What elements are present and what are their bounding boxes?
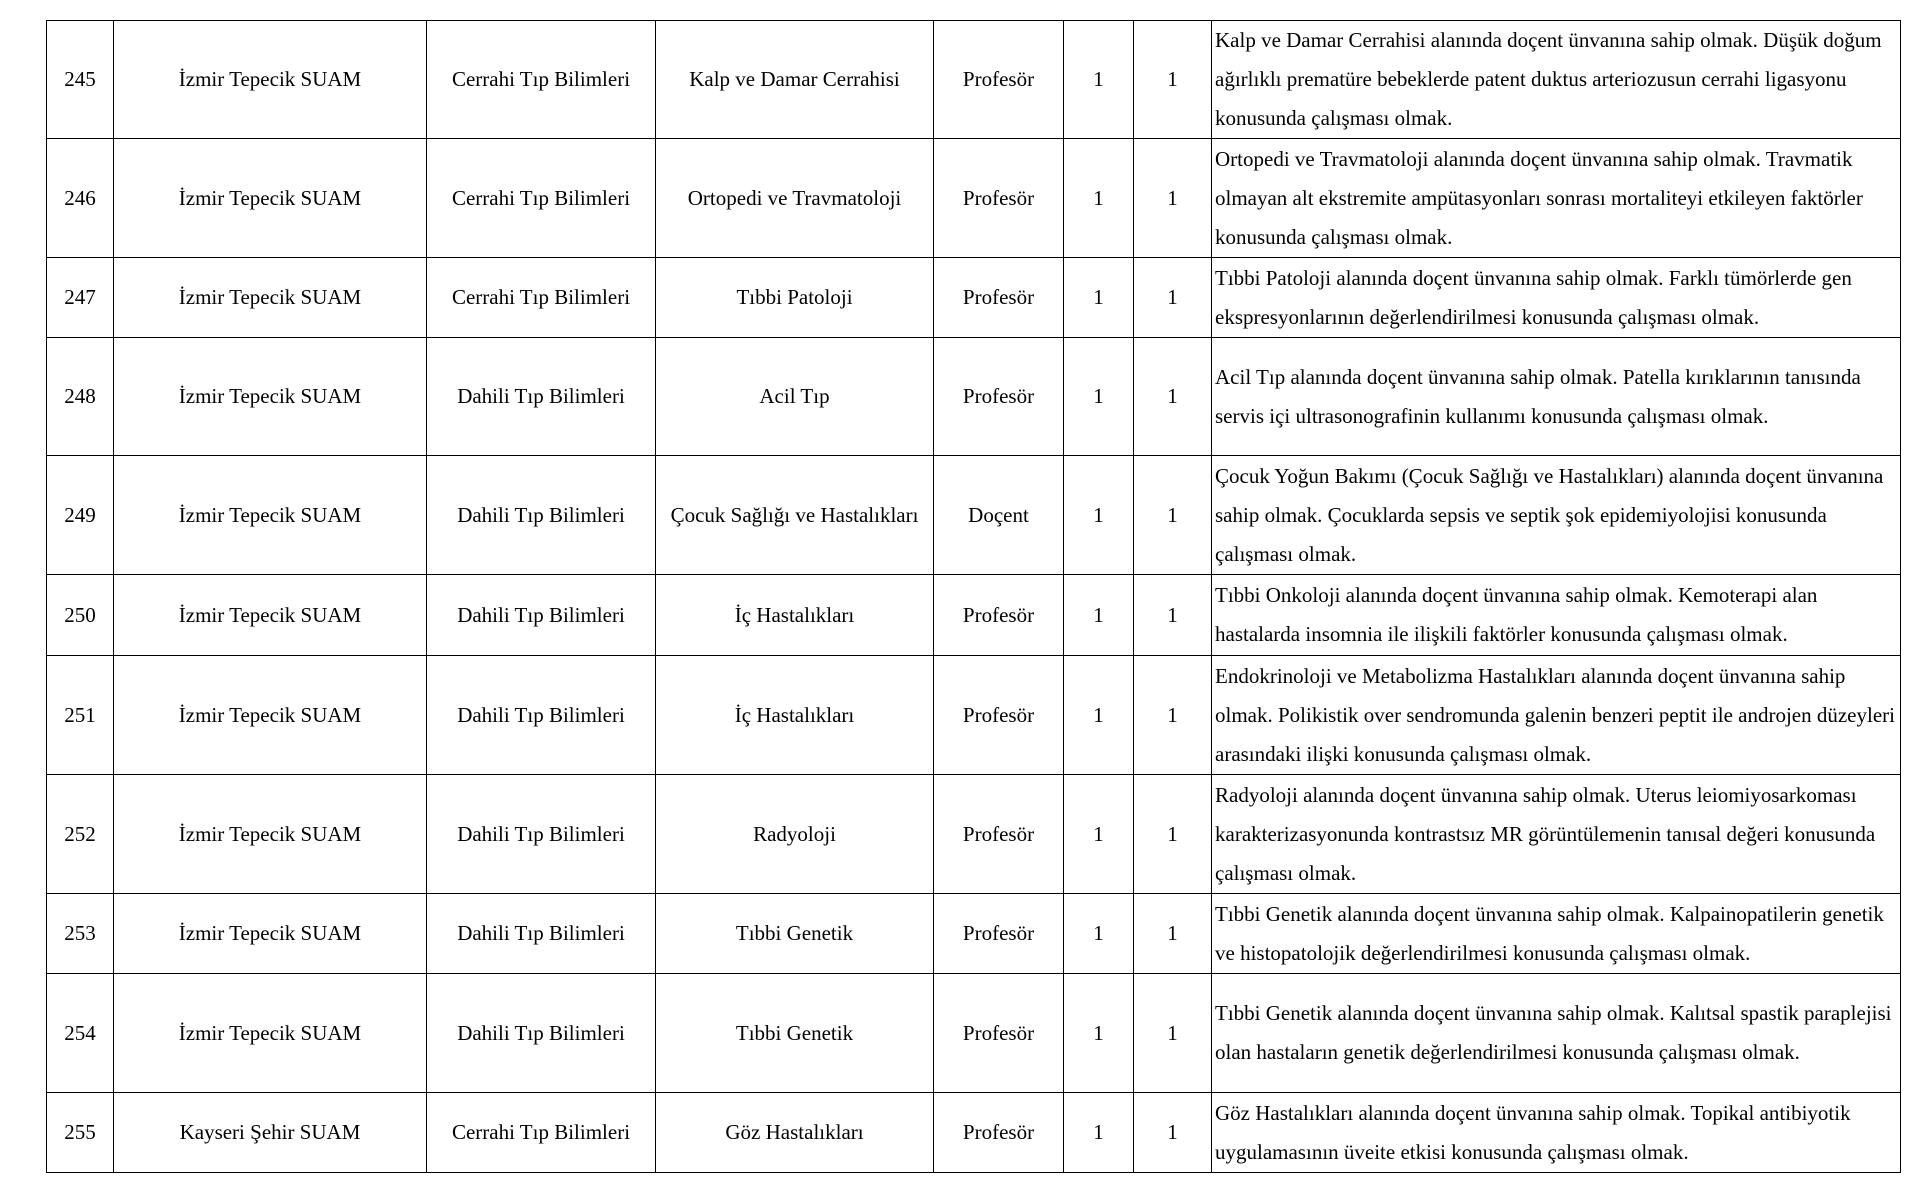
field-name: Dahili Tıp Bilimleri <box>427 456 656 575</box>
row-number: 255 <box>47 1093 114 1173</box>
positions-table <box>46 20 1901 1173</box>
row-number: 253 <box>47 894 114 974</box>
quota-2: 1 <box>1134 775 1212 894</box>
quota-2: 1 <box>1134 258 1212 338</box>
center-name: İzmir Tepecik SUAM <box>114 656 427 775</box>
center-name: İzmir Tepecik SUAM <box>114 21 427 139</box>
department-name: Radyoloji <box>656 775 934 894</box>
quota-1: 1 <box>1064 456 1134 575</box>
table-row <box>47 456 1901 575</box>
field-name: Dahili Tıp Bilimleri <box>427 656 656 775</box>
quota-2: 1 <box>1134 1093 1212 1173</box>
academic-title: Profesör <box>934 656 1064 775</box>
quota-1: 1 <box>1064 21 1134 139</box>
row-number: 246 <box>47 139 114 258</box>
table-row <box>47 258 1901 338</box>
field-name: Dahili Tıp Bilimleri <box>427 338 656 456</box>
table-row <box>47 974 1901 1093</box>
department-name: İç Hastalıkları <box>656 575 934 656</box>
academic-title: Profesör <box>934 775 1064 894</box>
table-row <box>47 139 1901 258</box>
row-number: 254 <box>47 974 114 1093</box>
center-name: İzmir Tepecik SUAM <box>114 894 427 974</box>
row-number: 252 <box>47 775 114 894</box>
row-number: 247 <box>47 258 114 338</box>
description: Endokrinoloji ve Metabolizma Hastalıkları alanında doçent ünvanına sahip olmak. Polikistik over sendromunda galenin benzeri peptit ile androjen düzeyleri arasındaki ilişki konusunda çalışması olmak. <box>1212 656 1901 775</box>
department-name: Çocuk Sağlığı ve Hastalıkları <box>656 456 934 575</box>
quota-2: 1 <box>1134 139 1212 258</box>
description: Tıbbi Onkoloji alanında doçent ünvanına sahip olmak. Kemoterapi alan hastalarda insomnia ile ilişkili faktörler konusunda çalışması olmak. <box>1212 575 1901 656</box>
quota-1: 1 <box>1064 338 1134 456</box>
description: Ortopedi ve Travmatoloji alanında doçent ünvanına sahip olmak. Travmatik olmayan alt ekstremite ampütasyonları sonrası mortaliteyi etkileyen faktörler konusunda çalışması olmak. <box>1212 139 1901 258</box>
department-name: Tıbbi Genetik <box>656 894 934 974</box>
center-name: İzmir Tepecik SUAM <box>114 139 427 258</box>
row-number: 245 <box>47 21 114 139</box>
department-name: Kalp ve Damar Cerrahisi <box>656 21 934 139</box>
table-row <box>47 894 1901 974</box>
field-name: Cerrahi Tıp Bilimleri <box>427 1093 656 1173</box>
description: Acil Tıp alanında doçent ünvanına sahip olmak. Patella kırıklarının tanısında servis içi ultrasonografinin kullanımı konusunda çalışması olmak. <box>1212 338 1901 456</box>
quota-2: 1 <box>1134 894 1212 974</box>
department-name: Göz Hastalıkları <box>656 1093 934 1173</box>
description: Tıbbi Patoloji alanında doçent ünvanına sahip olmak. Farklı tümörlerde gen ekspresyonlarının değerlendirilmesi konusunda çalışması olmak. <box>1212 258 1901 338</box>
academic-title: Profesör <box>934 575 1064 656</box>
academic-title: Profesör <box>934 894 1064 974</box>
description: Göz Hastalıkları alanında doçent ünvanına sahip olmak. Topikal antibiyotik uygulamasının üveite etkisi konusunda çalışması olmak. <box>1212 1093 1901 1173</box>
academic-title: Profesör <box>934 338 1064 456</box>
field-name: Cerrahi Tıp Bilimleri <box>427 139 656 258</box>
table-row <box>47 1093 1901 1173</box>
table-row <box>47 775 1901 894</box>
center-name: İzmir Tepecik SUAM <box>114 258 427 338</box>
quota-2: 1 <box>1134 575 1212 656</box>
center-name: İzmir Tepecik SUAM <box>114 456 427 575</box>
description: Kalp ve Damar Cerrahisi alanında doçent ünvanına sahip olmak. Düşük doğum ağırlıklı prematüre bebeklerde patent duktus arteriozusun cerrahi ligasyonu konusunda çalışması olmak. <box>1212 21 1901 139</box>
center-name: İzmir Tepecik SUAM <box>114 575 427 656</box>
table-row <box>47 338 1901 456</box>
center-name: İzmir Tepecik SUAM <box>114 775 427 894</box>
quota-2: 1 <box>1134 974 1212 1093</box>
description: Tıbbi Genetik alanında doçent ünvanına sahip olmak. Kalpainopatilerin genetik ve histopatolojik değerlendirilmesi konusunda çalışması olmak. <box>1212 894 1901 974</box>
field-name: Cerrahi Tıp Bilimleri <box>427 21 656 139</box>
quota-2: 1 <box>1134 456 1212 575</box>
quota-1: 1 <box>1064 656 1134 775</box>
quota-1: 1 <box>1064 894 1134 974</box>
row-number: 249 <box>47 456 114 575</box>
department-name: Acil Tıp <box>656 338 934 456</box>
table-row <box>47 21 1901 139</box>
description: Radyoloji alanında doçent ünvanına sahip olmak. Uterus leiomiyosarkoması karakterizasyonunda kontrastsız MR görüntülemenin tanısal değeri konusunda çalışması olmak. <box>1212 775 1901 894</box>
quota-1: 1 <box>1064 139 1134 258</box>
department-name: İç Hastalıkları <box>656 656 934 775</box>
academic-title: Profesör <box>934 974 1064 1093</box>
quota-1: 1 <box>1064 1093 1134 1173</box>
department-name: Ortopedi ve Travmatoloji <box>656 139 934 258</box>
field-name: Dahili Tıp Bilimleri <box>427 974 656 1093</box>
academic-title: Profesör <box>934 1093 1064 1173</box>
quota-2: 1 <box>1134 21 1212 139</box>
academic-title: Profesör <box>934 258 1064 338</box>
row-number: 250 <box>47 575 114 656</box>
quota-2: 1 <box>1134 338 1212 456</box>
description: Çocuk Yoğun Bakımı (Çocuk Sağlığı ve Hastalıkları) alanında doçent ünvanına sahip olmak. Çocuklarda sepsis ve septik şok epidemiyolojisi konusunda çalışması olmak. <box>1212 456 1901 575</box>
quota-2: 1 <box>1134 656 1212 775</box>
table-row <box>47 656 1901 775</box>
quota-1: 1 <box>1064 575 1134 656</box>
quota-1: 1 <box>1064 974 1134 1093</box>
table-row <box>47 575 1901 656</box>
field-name: Dahili Tıp Bilimleri <box>427 775 656 894</box>
field-name: Dahili Tıp Bilimleri <box>427 894 656 974</box>
academic-title: Profesör <box>934 21 1064 139</box>
center-name: İzmir Tepecik SUAM <box>114 338 427 456</box>
quota-1: 1 <box>1064 258 1134 338</box>
field-name: Cerrahi Tıp Bilimleri <box>427 258 656 338</box>
description: Tıbbi Genetik alanında doçent ünvanına sahip olmak. Kalıtsal spastik paraplejisi olan hastaların genetik değerlendirilmesi konusunda çalışması olmak. <box>1212 974 1901 1093</box>
department-name: Tıbbi Genetik <box>656 974 934 1093</box>
center-name: Kayseri Şehir SUAM <box>114 1093 427 1173</box>
center-name: İzmir Tepecik SUAM <box>114 974 427 1093</box>
academic-title: Profesör <box>934 139 1064 258</box>
department-name: Tıbbi Patoloji <box>656 258 934 338</box>
quota-1: 1 <box>1064 775 1134 894</box>
field-name: Dahili Tıp Bilimleri <box>427 575 656 656</box>
row-number: 248 <box>47 338 114 456</box>
academic-title: Doçent <box>934 456 1064 575</box>
row-number: 251 <box>47 656 114 775</box>
